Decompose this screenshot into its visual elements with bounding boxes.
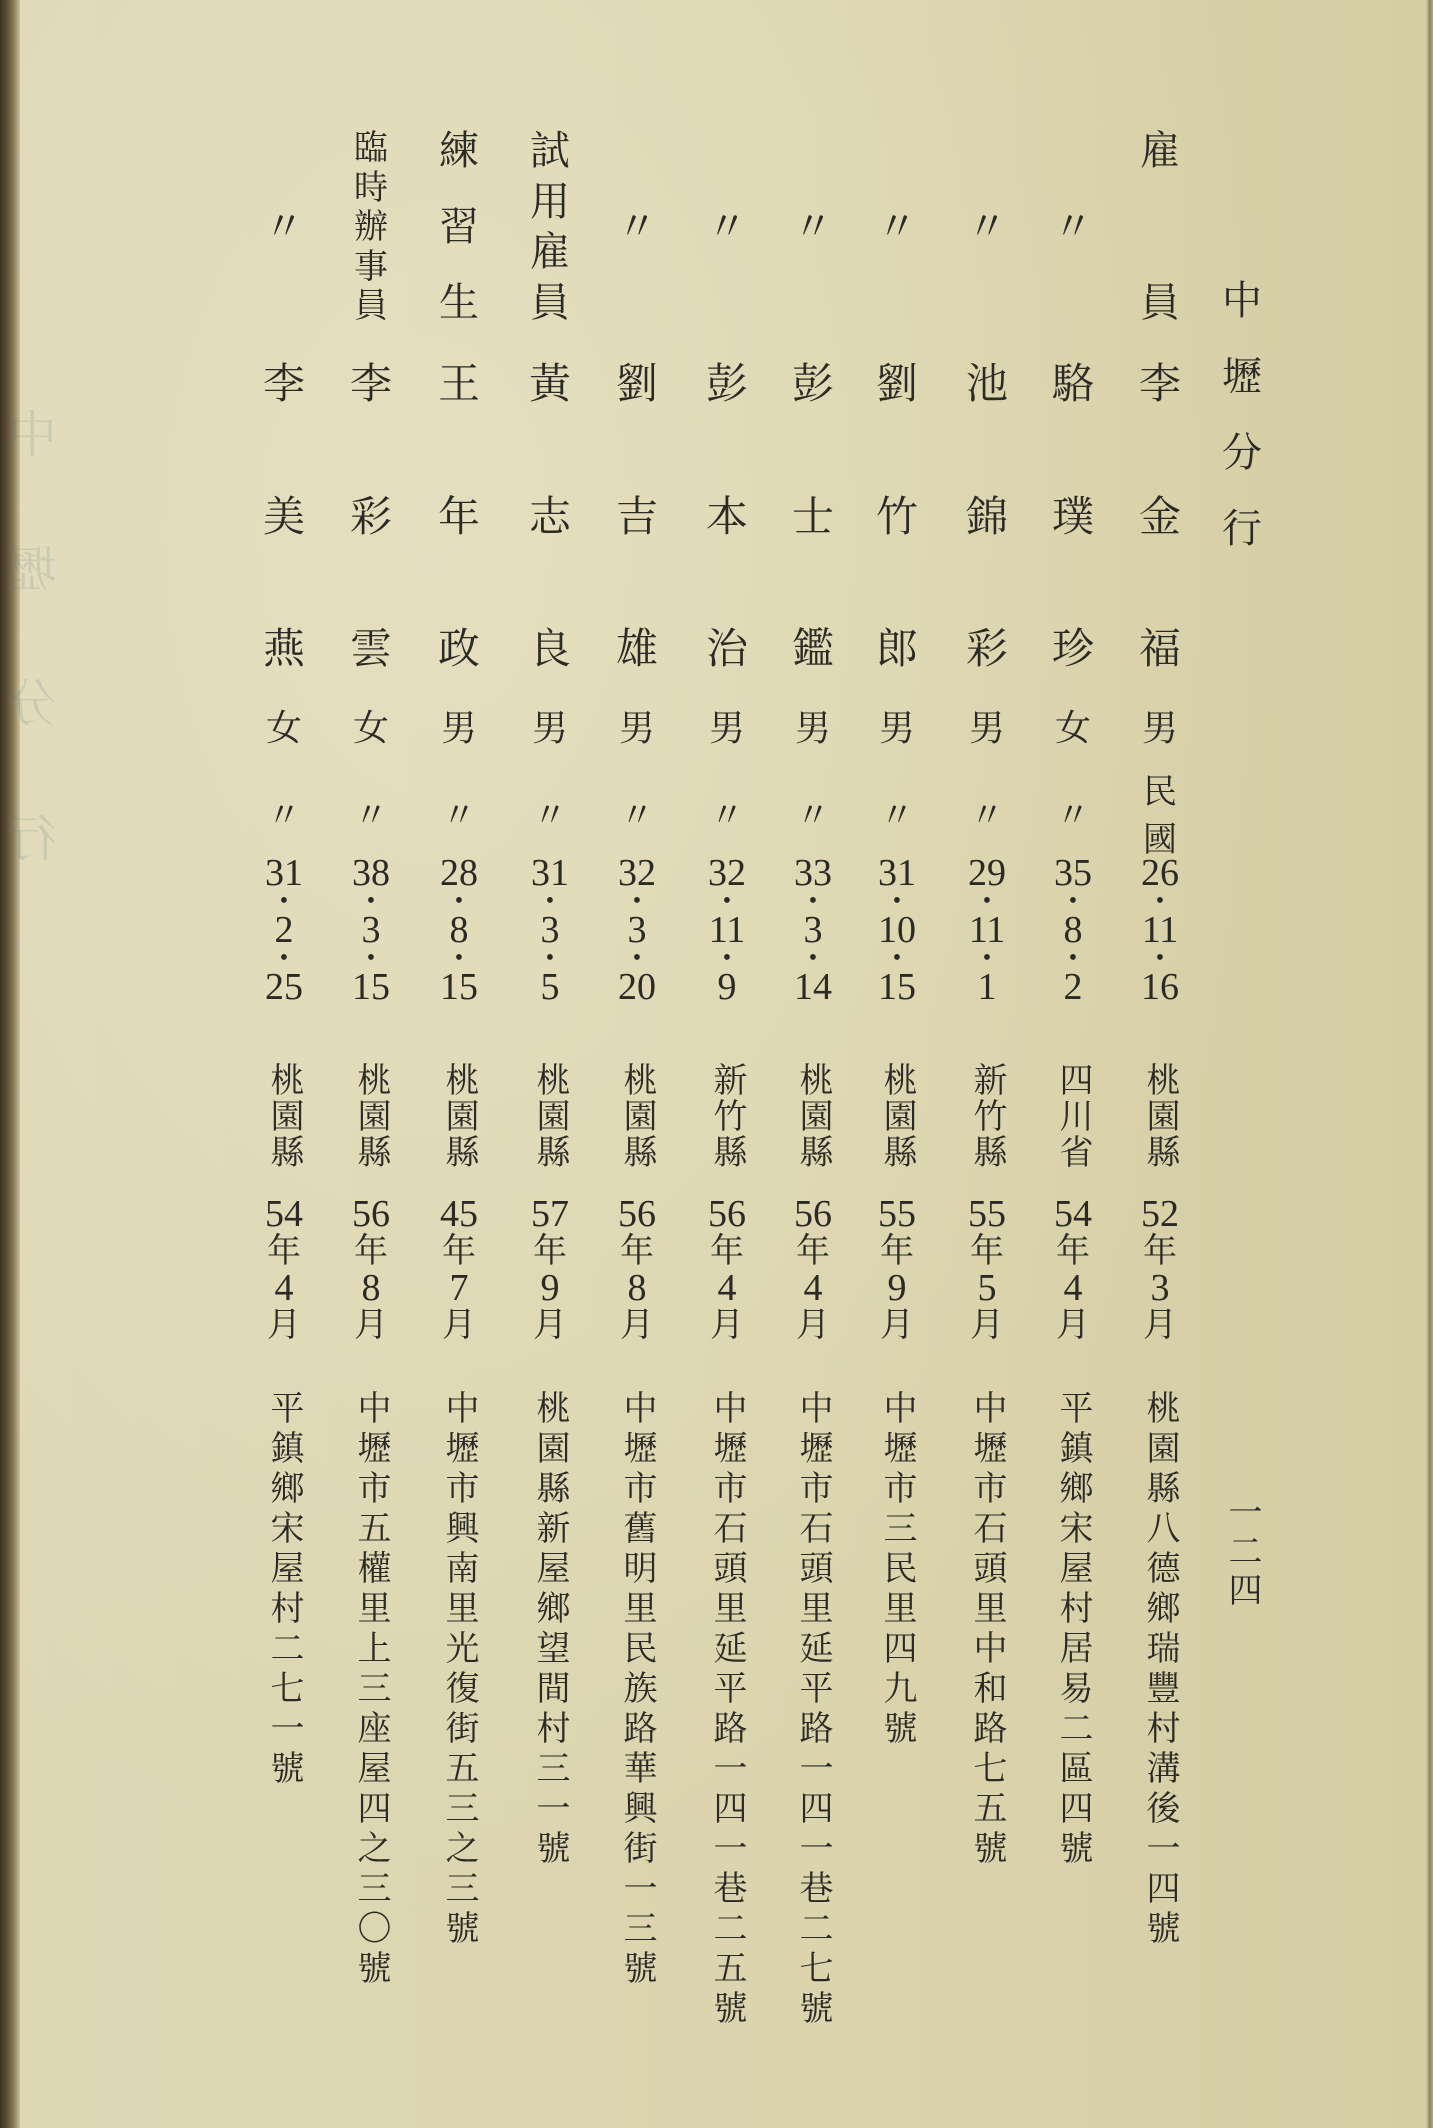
book-gutter-shadow — [0, 0, 20, 2128]
record-era — [955, 775, 1019, 857]
year-unit: 年 — [442, 1231, 476, 1271]
glyph: 錦 — [965, 491, 1008, 541]
month-unit: 月 — [267, 1305, 301, 1345]
record-address: 桃園縣新屋鄉望間村三一號 — [530, 1390, 570, 1870]
record-birth-date — [865, 852, 929, 1008]
record-join-date — [1128, 1193, 1192, 1345]
glyph: 王 — [437, 359, 480, 408]
record-job-title — [339, 128, 403, 326]
birth-day: 16 — [1141, 966, 1179, 1008]
glyph: 黃 — [528, 359, 571, 408]
birth-day: 15 — [352, 966, 390, 1008]
glyph: 〃 — [970, 796, 1004, 836]
record-job-title — [955, 131, 1019, 323]
record-job-title — [1041, 131, 1105, 323]
record-name — [252, 359, 316, 673]
month-unit: 月 — [1143, 1305, 1177, 1345]
glyph: 〃 — [796, 796, 830, 836]
date-separator-dot: • — [808, 945, 818, 971]
join-year: 54 — [1054, 1193, 1092, 1235]
glyph: 〃 — [967, 204, 1007, 250]
year-unit: 年 — [533, 1231, 567, 1271]
glyph: 〃 — [1056, 796, 1090, 836]
birth-month: 3 — [361, 909, 381, 951]
glyph: 〃 — [793, 204, 833, 250]
birth-month: 11 — [968, 909, 1006, 951]
date-separator-dot: • — [545, 945, 555, 971]
date-separator-dot: • — [279, 945, 289, 971]
glyph: 〃 — [442, 796, 476, 836]
glyph: 行 — [7, 809, 57, 868]
glyph: 彭 — [705, 359, 748, 408]
month-unit: 月 — [880, 1305, 914, 1345]
glyph: 駱 — [1051, 359, 1094, 408]
glyph: 李 — [349, 359, 392, 408]
birth-day: 15 — [878, 966, 916, 1008]
glyph: 員 — [354, 286, 388, 326]
birth-month: 2 — [274, 909, 294, 951]
record-birth-date — [695, 852, 759, 1008]
join-month: 9 — [887, 1267, 907, 1309]
month-unit: 月 — [620, 1305, 654, 1345]
record-job-title — [695, 131, 759, 323]
year-unit: 年 — [267, 1231, 301, 1271]
record-join-date — [339, 1193, 403, 1345]
join-year: 57 — [531, 1193, 569, 1235]
join-year: 56 — [708, 1193, 746, 1235]
record-job-title — [518, 128, 582, 326]
record-era — [1128, 772, 1192, 860]
staff-record-column — [427, 0, 491, 2128]
glyph: 年 — [437, 491, 480, 541]
glyph: 員 — [530, 279, 570, 326]
record-job-title — [427, 128, 491, 326]
birth-year: 28 — [440, 852, 478, 894]
glyph: 〃 — [267, 796, 301, 836]
record-sex: 女 — [1054, 708, 1091, 749]
staff-record-column — [865, 0, 929, 2128]
glyph: 分 — [1222, 430, 1262, 476]
join-year: 56 — [794, 1193, 832, 1235]
staff-record-column — [605, 0, 669, 2128]
record-native-place: 桃園縣 — [264, 1062, 304, 1170]
record-address: 中壢市三民里四九號 — [877, 1390, 917, 1750]
record-native-place: 四川省 — [1053, 1062, 1093, 1170]
staff-record-column — [518, 0, 582, 2128]
date-separator-dot: • — [632, 888, 642, 914]
glyph: 彩 — [965, 624, 1008, 673]
birth-day: 1 — [977, 966, 997, 1008]
glyph: 雇 — [530, 229, 570, 276]
glyph: 〃 — [707, 204, 747, 250]
record-native-place: 新竹縣 — [707, 1062, 747, 1170]
record-address: 中壢市興南里光復街五三之三號 — [439, 1390, 479, 1950]
birth-year: 35 — [1054, 852, 1092, 894]
date-separator-dot: • — [892, 945, 902, 971]
glyph: 辦 — [354, 207, 388, 247]
birth-day: 5 — [540, 966, 560, 1008]
record-join-date — [252, 1193, 316, 1345]
record-native-place: 桃園縣 — [793, 1062, 833, 1170]
page-number: 一二四 — [1222, 1494, 1262, 1611]
birth-day: 14 — [794, 966, 832, 1008]
date-separator-dot: • — [454, 888, 464, 914]
glyph: 池 — [965, 359, 1008, 408]
record-address: 中壢市石頭里延平路一四一巷二五號 — [707, 1390, 747, 2030]
record-era — [605, 775, 669, 857]
record-name — [1041, 359, 1105, 673]
glyph: 李 — [262, 359, 305, 408]
join-year: 55 — [878, 1193, 916, 1235]
glyph: 福 — [1138, 624, 1181, 673]
glyph: 良 — [528, 624, 571, 673]
record-sex: 男 — [1141, 708, 1178, 749]
glyph: 雇 — [1140, 128, 1180, 174]
record-name — [427, 359, 491, 673]
birth-year: 26 — [1141, 852, 1179, 894]
record-birth-date — [605, 852, 669, 1008]
birth-day: 20 — [618, 966, 656, 1008]
glyph: 行 — [1222, 506, 1262, 552]
record-native-place: 桃園縣 — [439, 1062, 479, 1170]
month-unit: 月 — [710, 1305, 744, 1345]
birth-day: 9 — [717, 966, 737, 1008]
year-unit: 年 — [710, 1231, 744, 1271]
record-era — [339, 775, 403, 857]
glyph: 吉 — [615, 491, 658, 541]
record-birth-date — [339, 852, 403, 1008]
record-birth-date — [1041, 852, 1105, 1008]
birth-day: 25 — [265, 966, 303, 1008]
join-month: 4 — [274, 1267, 294, 1309]
birth-month: 3 — [627, 909, 647, 951]
glyph: 〃 — [533, 796, 567, 836]
date-separator-dot: • — [1155, 945, 1165, 971]
birth-year: 32 — [618, 852, 656, 894]
staff-record-column — [1128, 0, 1192, 2128]
date-separator-dot: • — [722, 945, 732, 971]
record-sex: 男 — [440, 708, 477, 749]
birth-month: 8 — [449, 909, 469, 951]
date-separator-dot: • — [982, 888, 992, 914]
record-sex: 女 — [352, 708, 389, 749]
join-month: 4 — [803, 1267, 823, 1309]
record-join-date — [1041, 1193, 1105, 1345]
glyph: 士 — [791, 491, 834, 541]
staff-record-column — [955, 0, 1019, 2128]
glyph: 燕 — [262, 624, 305, 673]
birth-year: 32 — [708, 852, 746, 894]
join-month: 5 — [977, 1267, 997, 1309]
record-native-place: 新竹縣 — [967, 1062, 1007, 1170]
year-unit: 年 — [620, 1231, 654, 1271]
page-right-edge — [1426, 0, 1433, 2128]
month-unit: 月 — [354, 1305, 388, 1345]
staff-record-column — [695, 0, 759, 2128]
birth-month: 11 — [1141, 909, 1179, 951]
glyph: 金 — [1138, 491, 1181, 541]
glyph: 劉 — [875, 359, 918, 408]
year-unit: 年 — [354, 1231, 388, 1271]
record-sex: 男 — [794, 708, 831, 749]
birth-month: 11 — [708, 909, 746, 951]
staff-record-column — [339, 0, 403, 2128]
birth-month: 3 — [540, 909, 560, 951]
glyph: 政 — [437, 624, 480, 673]
staff-record-column — [781, 0, 845, 2128]
glyph: 〃 — [617, 204, 657, 250]
record-job-title — [605, 131, 669, 323]
date-separator-dot: • — [632, 945, 642, 971]
glyph: 時 — [354, 167, 388, 208]
record-job-title — [1128, 128, 1192, 326]
join-year: 45 — [440, 1193, 478, 1235]
record-era — [865, 775, 929, 857]
glyph: 雲 — [349, 624, 392, 673]
join-year: 55 — [968, 1193, 1006, 1235]
glyph: 〃 — [354, 796, 388, 836]
birth-year: 31 — [265, 852, 303, 894]
glyph: 臨 — [354, 128, 388, 168]
glyph: 彭 — [791, 359, 834, 408]
glyph: 〃 — [264, 204, 304, 250]
record-era — [518, 775, 582, 857]
glyph: 壢 — [7, 540, 57, 599]
glyph: 治 — [705, 624, 748, 673]
join-year: 56 — [618, 1193, 656, 1235]
record-address: 中壢市石頭里延平路一四一巷二七號 — [793, 1390, 833, 2030]
date-separator-dot: • — [366, 888, 376, 914]
record-era — [427, 775, 491, 857]
year-unit: 年 — [880, 1231, 914, 1271]
join-month: 8 — [627, 1267, 647, 1309]
date-separator-dot: • — [808, 888, 818, 914]
glyph: 彩 — [349, 491, 392, 541]
year-unit: 年 — [796, 1231, 830, 1271]
month-unit: 月 — [533, 1305, 567, 1345]
glyph: 美 — [262, 491, 305, 541]
join-month: 4 — [717, 1267, 737, 1309]
section-title — [1210, 278, 1274, 552]
date-separator-dot: • — [1155, 888, 1165, 914]
record-sex: 男 — [618, 708, 655, 749]
join-month: 3 — [1150, 1267, 1170, 1309]
record-job-title — [865, 131, 929, 323]
glyph: 國 — [1143, 820, 1177, 860]
glyph: 〃 — [620, 796, 654, 836]
glyph: 璞 — [1051, 491, 1094, 541]
record-join-date — [695, 1193, 759, 1345]
record-join-date — [865, 1193, 929, 1345]
record-sex: 女 — [265, 708, 302, 749]
join-year: 52 — [1141, 1193, 1179, 1235]
year-unit: 年 — [1056, 1231, 1090, 1271]
month-unit: 月 — [970, 1305, 1004, 1345]
date-separator-dot: • — [545, 888, 555, 914]
record-birth-date — [955, 852, 1019, 1008]
record-name — [955, 359, 1019, 673]
date-separator-dot: • — [1068, 888, 1078, 914]
record-name — [339, 359, 403, 673]
glyph: 鑑 — [791, 624, 834, 673]
glyph: 竹 — [875, 491, 918, 541]
bleed-through-ghost-text — [0, 406, 64, 868]
birth-month: 10 — [878, 909, 916, 951]
birth-day: 2 — [1063, 966, 1083, 1008]
record-native-place: 桃園縣 — [1140, 1062, 1180, 1170]
record-era — [781, 775, 845, 857]
birth-day: 15 — [440, 966, 478, 1008]
month-unit: 月 — [796, 1305, 830, 1345]
record-sex: 男 — [531, 708, 568, 749]
glyph: 員 — [1140, 280, 1180, 326]
record-join-date — [781, 1193, 845, 1345]
record-address: 中壢市舊明里民族路華興街一三號 — [617, 1390, 657, 1990]
glyph: 中 — [1222, 278, 1262, 324]
record-address: 中壢市五權里上三座屋四之三〇號 — [351, 1390, 391, 1990]
record-join-date — [427, 1193, 491, 1345]
glyph: 珍 — [1051, 624, 1094, 673]
month-unit: 月 — [1056, 1305, 1090, 1345]
record-name — [605, 359, 669, 673]
date-separator-dot: • — [454, 945, 464, 971]
record-sex: 男 — [878, 708, 915, 749]
record-native-place: 桃園縣 — [617, 1062, 657, 1170]
year-unit: 年 — [1143, 1231, 1177, 1271]
record-birth-date — [518, 852, 582, 1008]
record-birth-date — [252, 852, 316, 1008]
birth-year: 29 — [968, 852, 1006, 894]
glyph: 習 — [439, 204, 479, 250]
join-month: 7 — [449, 1267, 469, 1309]
glyph: 志 — [528, 491, 571, 541]
record-job-title — [252, 131, 316, 323]
glyph: 雄 — [615, 624, 658, 673]
record-address: 平鎮鄉宋屋村二七一號 — [264, 1390, 304, 1790]
header-column — [1210, 0, 1274, 2128]
month-unit: 月 — [442, 1305, 476, 1345]
record-name — [518, 359, 582, 673]
record-address: 中壢市石頭里中和路七五號 — [967, 1390, 1007, 1870]
join-year: 54 — [265, 1193, 303, 1235]
record-address: 桃園縣八德鄉瑞豐村溝後一四號 — [1140, 1390, 1180, 1950]
record-job-title — [781, 131, 845, 323]
glyph: 〃 — [880, 796, 914, 836]
glyph: 〃 — [1053, 204, 1093, 250]
glyph: 練 — [439, 128, 479, 174]
birth-year: 31 — [878, 852, 916, 894]
record-native-place: 桃園縣 — [530, 1062, 570, 1170]
year-unit: 年 — [970, 1231, 1004, 1271]
record-birth-date — [781, 852, 845, 1008]
record-join-date — [955, 1193, 1019, 1345]
birth-year: 33 — [794, 852, 832, 894]
glyph: 事 — [354, 246, 388, 287]
glyph: 用 — [530, 178, 570, 225]
record-birth-date — [1128, 852, 1192, 1008]
glyph: 壢 — [1222, 354, 1262, 400]
date-separator-dot: • — [366, 945, 376, 971]
join-month: 9 — [540, 1267, 560, 1309]
glyph: 〃 — [710, 796, 744, 836]
date-separator-dot: • — [1068, 945, 1078, 971]
date-separator-dot: • — [279, 888, 289, 914]
record-name — [1128, 359, 1192, 673]
record-native-place: 桃園縣 — [877, 1062, 917, 1170]
birth-year: 31 — [531, 852, 569, 894]
record-sex: 男 — [708, 708, 745, 749]
record-era — [252, 775, 316, 857]
join-month: 8 — [361, 1267, 381, 1309]
record-name — [781, 359, 845, 673]
record-join-date — [518, 1193, 582, 1345]
glyph: 劉 — [615, 359, 658, 408]
record-name — [695, 359, 759, 673]
glyph: 民 — [1143, 772, 1177, 812]
join-year: 56 — [352, 1193, 390, 1235]
glyph: 分 — [7, 675, 57, 734]
staff-record-column — [1041, 0, 1105, 2128]
record-name — [865, 359, 929, 673]
glyph: 李 — [1138, 359, 1181, 408]
staff-record-column — [252, 0, 316, 2128]
glyph: 本 — [705, 491, 748, 541]
birth-month: 8 — [1063, 909, 1083, 951]
record-birth-date — [427, 852, 491, 1008]
glyph: 〃 — [877, 204, 917, 250]
record-join-date — [605, 1193, 669, 1345]
birth-year: 38 — [352, 852, 390, 894]
date-separator-dot: • — [982, 945, 992, 971]
record-address: 平鎮鄉宋屋村居易二區四號 — [1053, 1390, 1093, 1870]
birth-month: 3 — [803, 909, 823, 951]
glyph: 試 — [530, 128, 570, 174]
record-sex: 男 — [968, 708, 1005, 749]
join-month: 4 — [1063, 1267, 1083, 1309]
glyph: 郎 — [875, 624, 918, 673]
glyph: 中 — [7, 406, 57, 464]
glyph: 生 — [439, 280, 479, 326]
date-separator-dot: • — [892, 888, 902, 914]
date-separator-dot: • — [722, 888, 732, 914]
record-era — [1041, 775, 1105, 857]
record-native-place: 桃園縣 — [351, 1062, 391, 1170]
record-era — [695, 775, 759, 857]
